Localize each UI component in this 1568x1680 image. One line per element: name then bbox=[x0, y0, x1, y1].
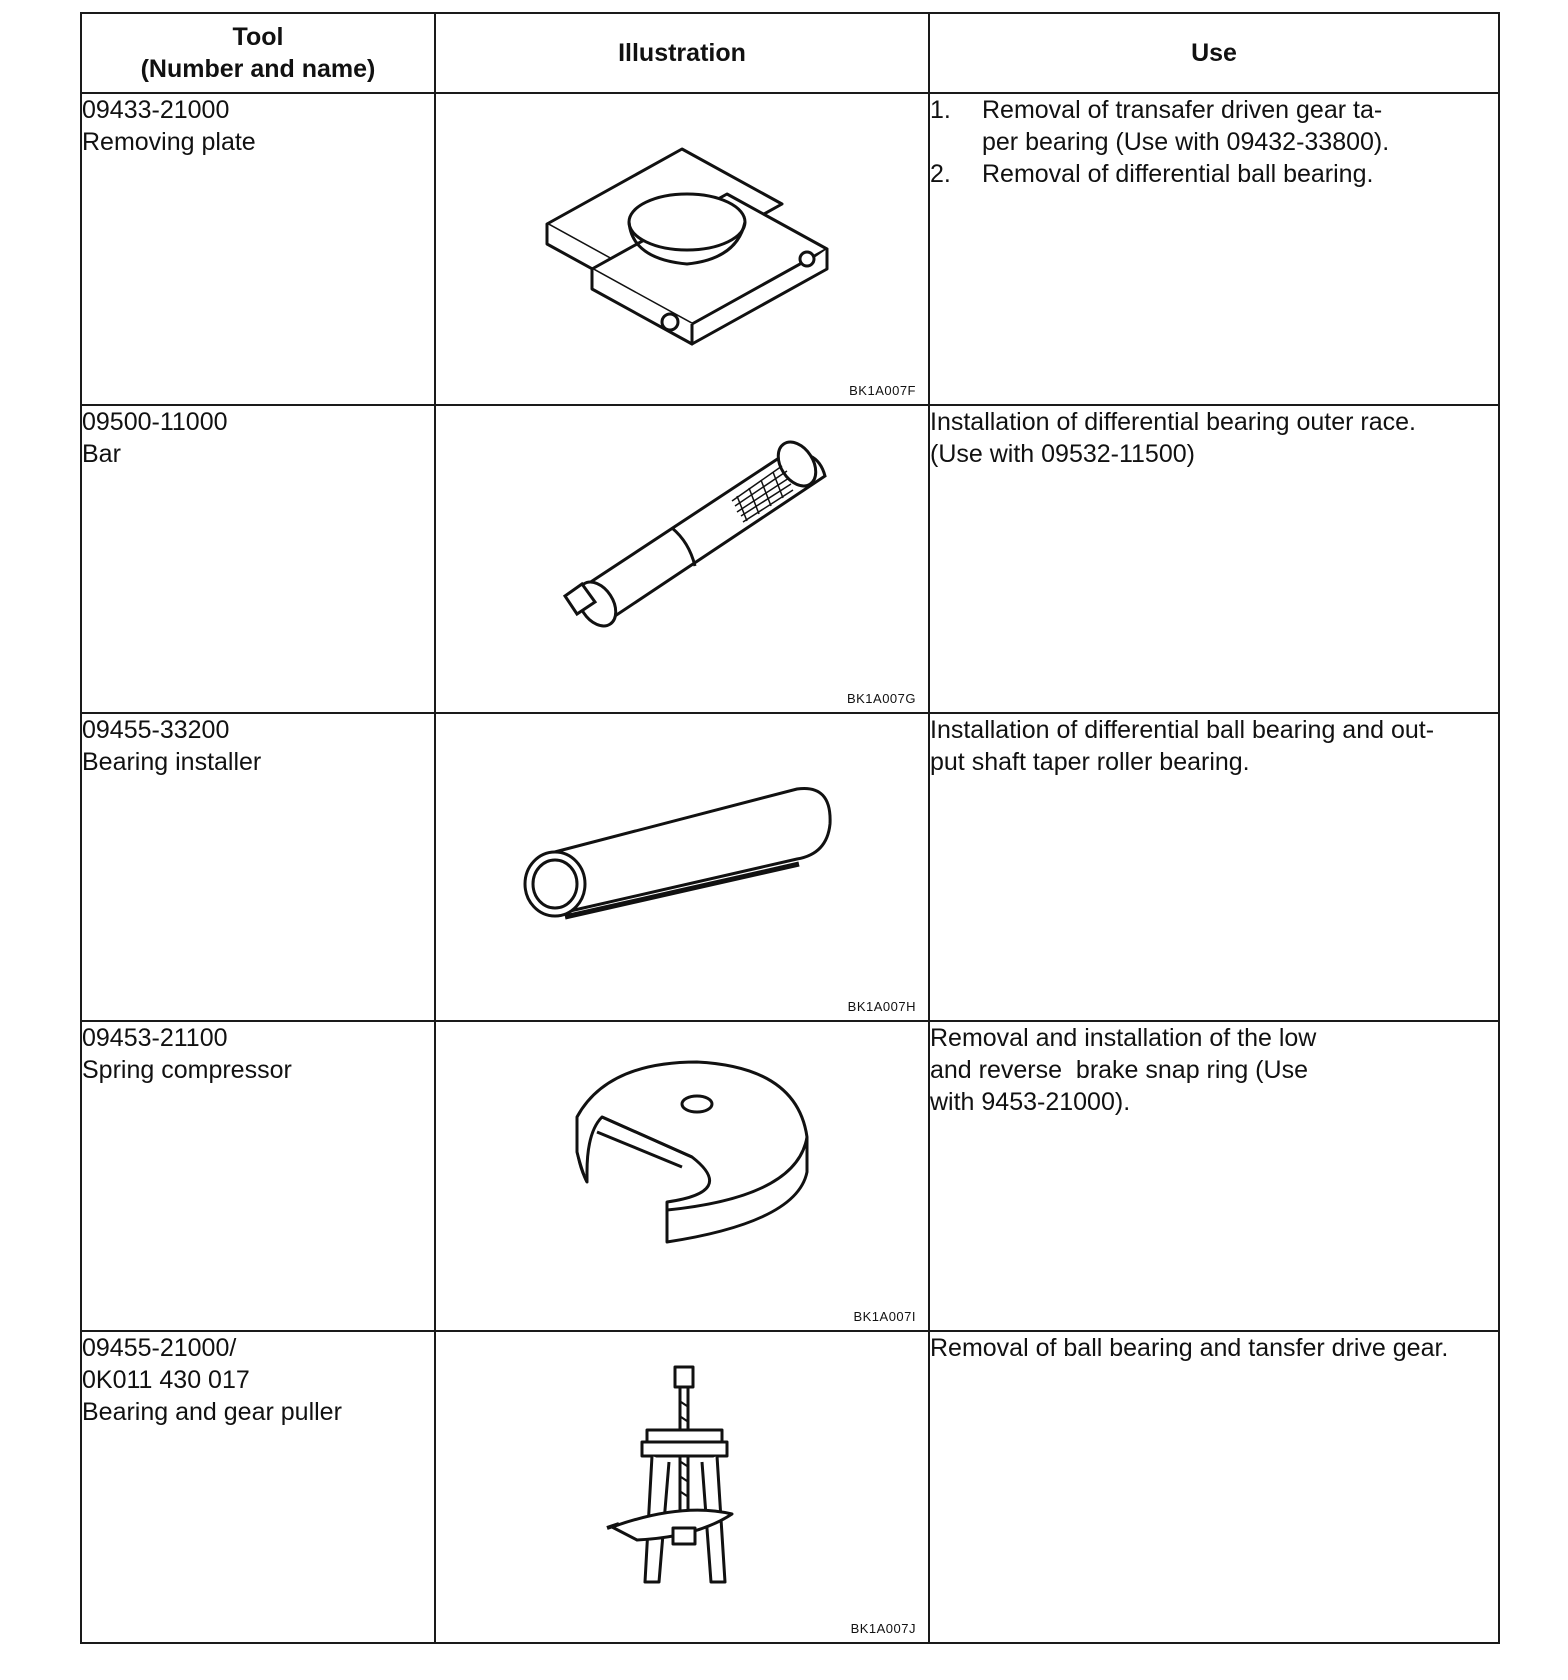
removing-plate-icon bbox=[437, 94, 927, 384]
tool-name: Bearing installer bbox=[82, 748, 262, 776]
tool-number: 09500-11000 bbox=[82, 408, 228, 436]
bar-icon bbox=[437, 406, 927, 686]
table-row bbox=[81, 93, 1499, 405]
use-cell: Installation of differential bearing outer race. (Use with 09532-11500) bbox=[929, 405, 1499, 713]
illustration-cell bbox=[435, 405, 929, 713]
tool-name: Removing plate bbox=[82, 128, 256, 156]
image-code: BK1A007G bbox=[846, 691, 916, 706]
use-list bbox=[930, 94, 1498, 190]
tool-number: 09433-21000 bbox=[82, 96, 230, 124]
tool-cell bbox=[81, 93, 435, 405]
header-tool: Tool (Number and name) bbox=[81, 13, 435, 93]
use-cell: Removal and installation of the low and reverse brake snap ring (Use with 9453-21000). bbox=[929, 1021, 1499, 1331]
image-code: BK1A007F bbox=[849, 383, 916, 398]
table-row bbox=[81, 713, 1499, 1021]
list-item: 1. Removal of transafer driven gear ta- per bearing (Use with 09432-33800). bbox=[930, 96, 1390, 156]
tool-cell bbox=[81, 1021, 435, 1331]
use-cell bbox=[929, 93, 1499, 405]
tool-cell bbox=[81, 1331, 435, 1643]
list-item: 2. Removal of differential ball bearing. bbox=[930, 160, 1374, 188]
spring-compressor-icon bbox=[437, 1022, 927, 1302]
header-row bbox=[81, 13, 1499, 93]
table-row bbox=[81, 1021, 1499, 1331]
image-code: BK1A007I bbox=[853, 1309, 916, 1324]
tool-name: Bar bbox=[82, 440, 121, 468]
image-code: BK1A007J bbox=[850, 1621, 916, 1636]
tool-number: 09455-33200 bbox=[82, 716, 230, 744]
header-use: Use bbox=[929, 13, 1499, 93]
tool-number: 09453-21100 bbox=[82, 1024, 228, 1052]
illustration-cell bbox=[435, 93, 929, 405]
use-cell: Removal of ball bearing and tansfer drive gear. bbox=[929, 1331, 1499, 1643]
tool-name: Spring compressor bbox=[82, 1056, 292, 1084]
tool-number-alt: 0K011 430 017 bbox=[82, 1366, 250, 1394]
tool-cell bbox=[81, 405, 435, 713]
gear-puller-icon bbox=[437, 1332, 927, 1612]
bearing-installer-icon bbox=[437, 714, 927, 994]
tool-cell bbox=[81, 713, 435, 1021]
illustration-cell bbox=[435, 1331, 929, 1643]
image-code: BK1A007H bbox=[847, 999, 916, 1014]
table-row bbox=[81, 405, 1499, 713]
illustration-cell bbox=[435, 713, 929, 1021]
illustration-cell bbox=[435, 1021, 929, 1331]
header-illustration: Illustration bbox=[435, 13, 929, 93]
special-tools-table bbox=[80, 12, 1500, 1644]
table-row bbox=[81, 1331, 1499, 1643]
tool-number: 09455-21000/ bbox=[82, 1334, 237, 1362]
use-cell: Installation of differential ball bearing and out- put shaft taper roller bearing. bbox=[929, 713, 1499, 1021]
tool-name: Bearing and gear puller bbox=[82, 1398, 342, 1426]
